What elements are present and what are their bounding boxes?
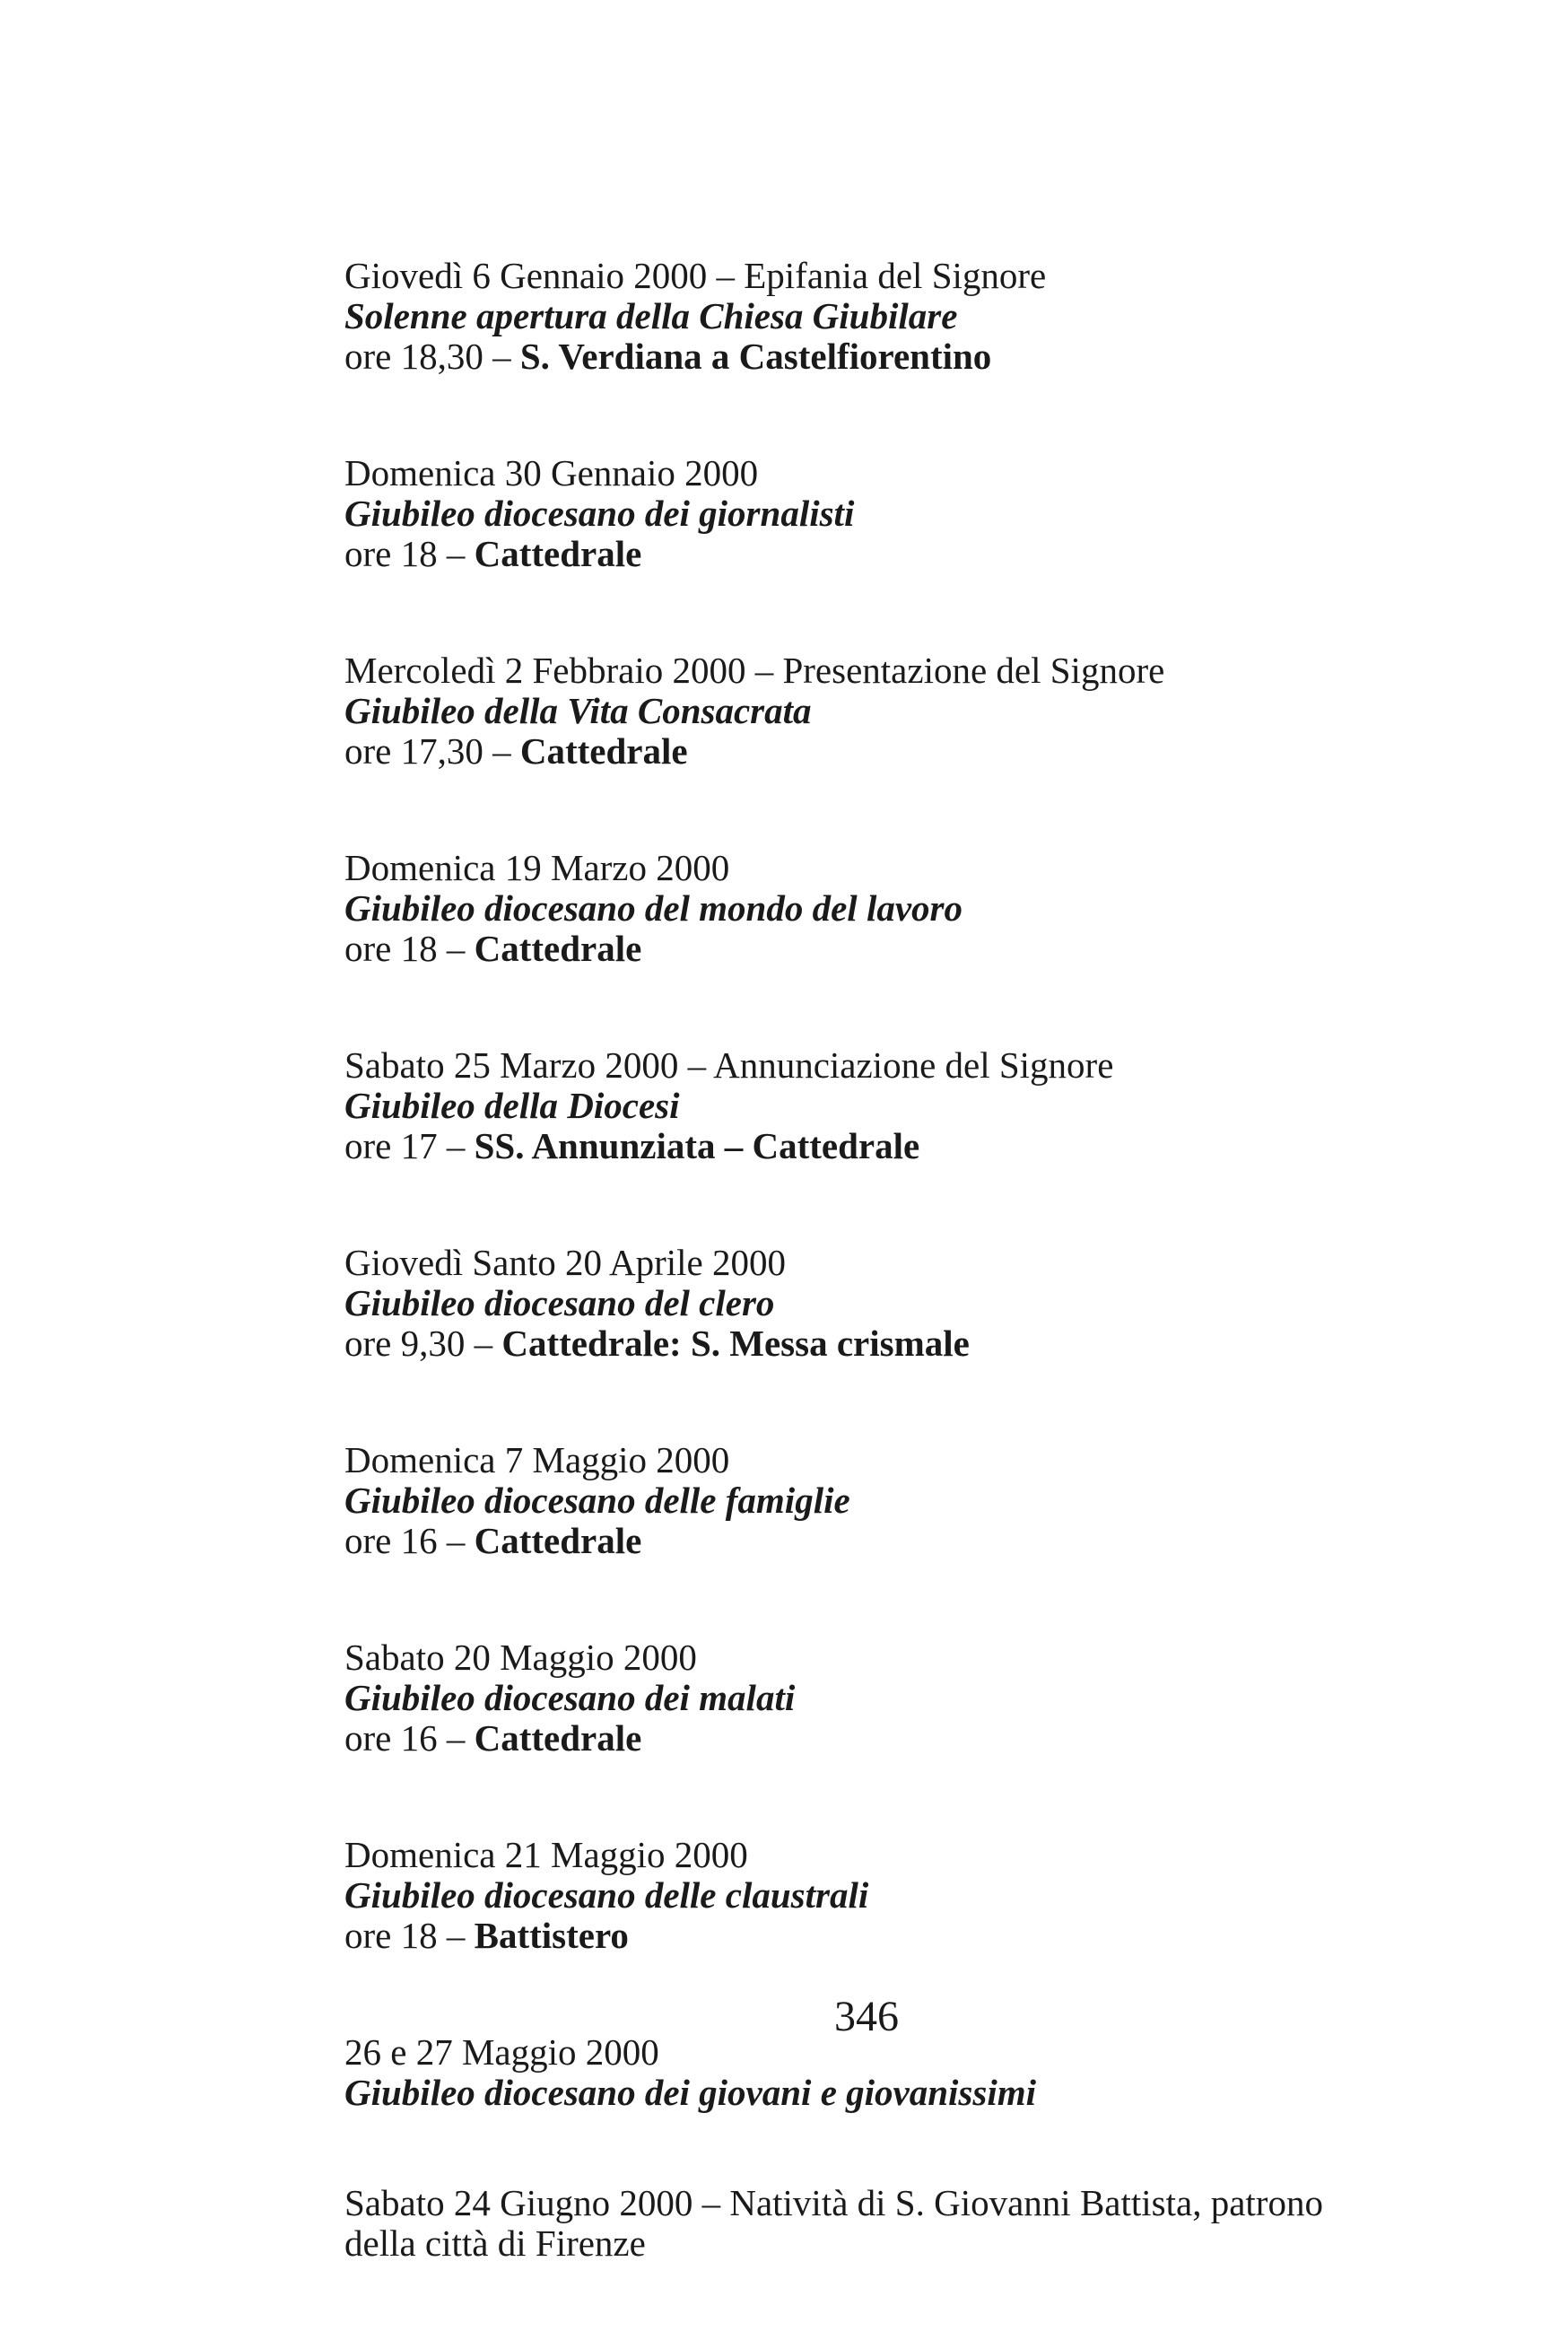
- entry-venue: SS. Annunziata – Cattedrale: [474, 1125, 920, 1166]
- entry-title: Giubileo della Diocesi: [344, 1085, 680, 1126]
- entry-time-venue: [344, 534, 1511, 574]
- entry-title: Giubileo diocesano dei malati: [344, 1677, 796, 1718]
- entry-date: Domenica 30 Gennaio 2000: [344, 452, 759, 493]
- entry-title: Giubileo diocesano delle famiglie: [344, 1480, 850, 1521]
- entry-time: ore 16 –: [344, 1520, 475, 1561]
- entry-time-venue: [344, 1916, 1511, 1956]
- entry-time-venue: [344, 929, 1511, 969]
- entry-date: Giovedì 6 Gennaio 2000 – Epifania del Signore: [344, 255, 1047, 296]
- entry-venue: Cattedrale: S. Messa crismale: [501, 1323, 970, 1364]
- calendar-entry: [344, 1835, 1511, 1956]
- entry-date: Domenica 21 Maggio 2000: [344, 1834, 748, 1875]
- entry-date: Giovedì Santo 20 Aprile 2000: [344, 1242, 786, 1283]
- entry-date: 26 e 27 Maggio 2000: [344, 2031, 659, 2073]
- entry-venue: Cattedrale: [474, 533, 642, 574]
- entry-venue: Cattedrale: [474, 1717, 642, 1759]
- entry-venue: Battistero: [474, 1915, 629, 1956]
- entry-title: Giubileo diocesano delle claustrali: [344, 1874, 869, 1916]
- entry-date: Sabato 24 Giugno 2000 – Natività di S. Giovanni Battista, patrono della città di Firenze: [344, 2182, 1323, 2264]
- entry-time: ore 18 –: [344, 928, 475, 969]
- entry-date: Domenica 19 Marzo 2000: [344, 847, 730, 888]
- calendar-entry: [344, 848, 1511, 969]
- entry-time: ore 18,30 –: [344, 336, 520, 377]
- entry-title: Giubileo diocesano del mondo del lavoro: [344, 887, 963, 929]
- entry-title: Giubileo diocesano dei giornalisti: [344, 493, 855, 534]
- entry-time-venue: [344, 336, 1511, 377]
- entry-date: Sabato 25 Marzo 2000 – Annunciazione del Signore: [344, 1044, 1114, 1086]
- entry-title: Giubileo diocesano dei giovani e giovanissimi: [344, 2072, 1037, 2113]
- calendar-entry: [344, 1637, 1511, 1759]
- entry-venue: Cattedrale: [519, 730, 688, 772]
- entry-date: Sabato 20 Maggio 2000: [344, 1637, 697, 1678]
- entry-time: ore 9,30 –: [344, 1323, 502, 1364]
- entry-time-venue: [344, 731, 1511, 772]
- calendar-entry: [344, 1243, 1511, 1364]
- calendar-entry: [344, 1440, 1511, 1561]
- entry-time: ore 18 –: [344, 533, 475, 574]
- calendar-entry: [344, 2032, 1511, 2113]
- entry-venue: Cattedrale: [474, 928, 642, 969]
- calendar-entry: [344, 650, 1511, 772]
- entry-time: ore 16 –: [344, 1717, 475, 1759]
- calendar-entry: [344, 256, 1511, 377]
- entry-time: ore 18 –: [344, 1915, 475, 1956]
- calendar-entry: [344, 453, 1511, 574]
- entry-title: Giubileo diocesano del clero: [344, 1282, 775, 1323]
- entry-title: Solenne apertura della Chiesa Giubilare: [344, 295, 958, 336]
- entry-venue: Cattedrale: [474, 1520, 642, 1561]
- entry-time-venue: [344, 1718, 1511, 1759]
- entry-time: ore 17 –: [344, 1125, 475, 1166]
- entry-time: ore 17,30 –: [344, 730, 520, 772]
- entry-venue: S. Verdiana a Castelfiorentino: [519, 336, 992, 377]
- entry-title: Giubileo della Vita Consacrata: [344, 690, 812, 731]
- entry-time-venue: [344, 1521, 1511, 1561]
- entry-time-venue: [344, 1323, 1511, 1364]
- entry-time-venue: [344, 1126, 1511, 1166]
- page-number: 346: [834, 1993, 899, 2040]
- entry-date: Mercoledì 2 Febbraio 2000 – Presentazione del Signore: [344, 650, 1165, 691]
- entry-date: Domenica 7 Maggio 2000: [344, 1439, 730, 1480]
- calendar-entry: [344, 2183, 1511, 2264]
- calendar-entry: [344, 1045, 1511, 1166]
